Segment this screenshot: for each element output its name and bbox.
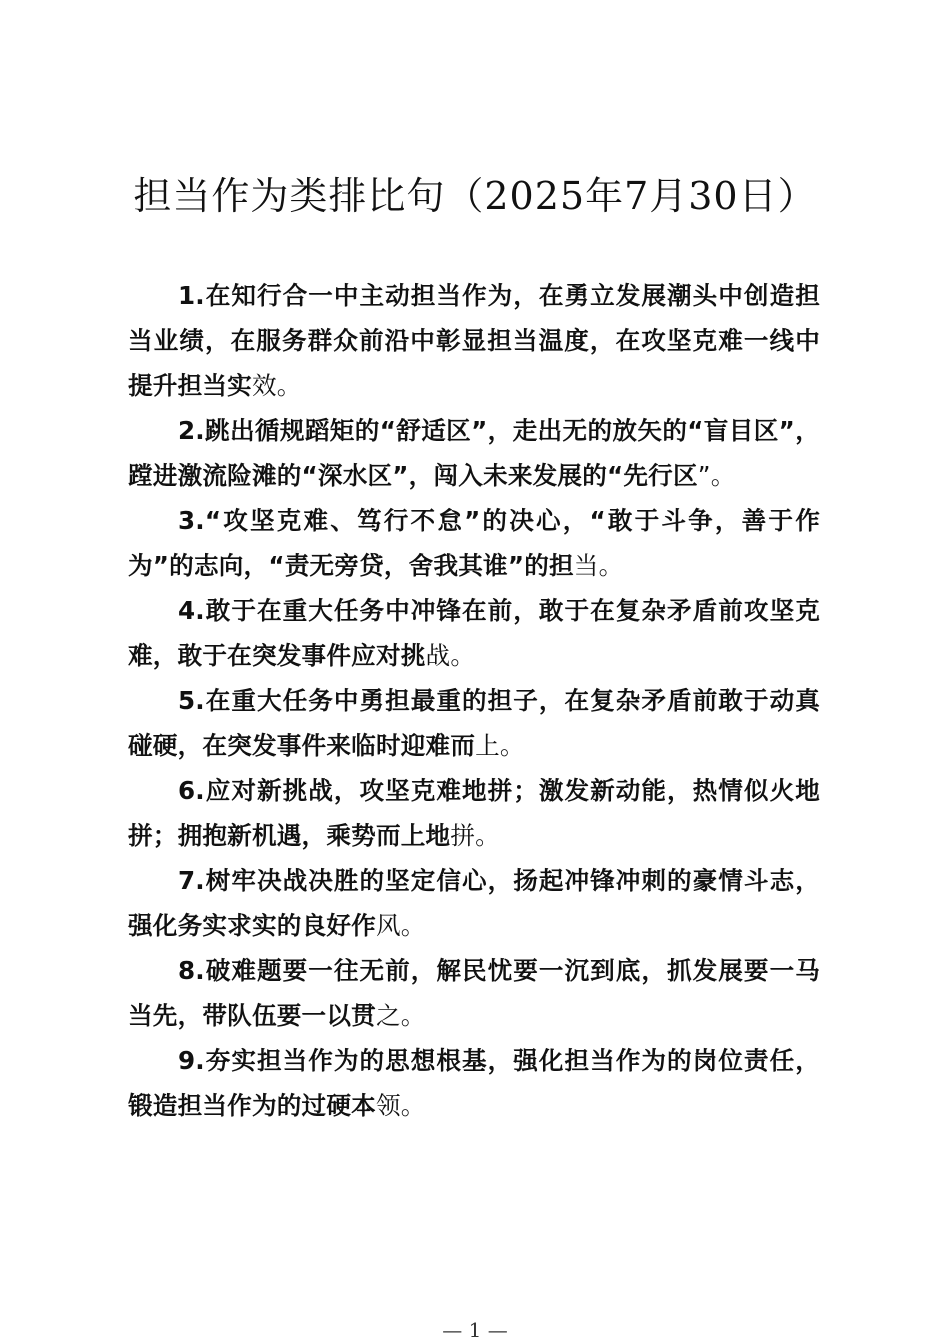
item-text: 敢于在重大任务中冲锋在前，敢于在复杂矛盾前攻坚克难，敢于在突发事件应对挑	[128, 596, 820, 670]
item-text-end: 领。	[375, 1091, 426, 1120]
page-number: — 1 —	[442, 1318, 508, 1342]
document-title: 担当作为类排比句（2025年7月30日）	[133, 174, 817, 218]
item-number: 3.	[178, 506, 205, 535]
item-number: 9.	[178, 1046, 205, 1075]
item-number: 7.	[178, 866, 205, 895]
list-item	[128, 768, 820, 858]
item-text-end: ”。	[697, 461, 736, 490]
list-item	[128, 273, 820, 408]
item-text-end: 上。	[475, 731, 525, 760]
list-item	[128, 678, 820, 768]
item-text: 夯实担当作为的思想根基，强化担当作为的岗位责任，锻造担当作为的过硬本	[128, 1046, 820, 1120]
item-number: 5.	[178, 686, 205, 715]
item-number: 6.	[178, 776, 205, 805]
item-number: 8.	[178, 956, 205, 985]
item-text: 在知行合一中主动担当作为，在勇立发展潮头中创造担当业绩，在服务群众前沿中彰显担当温度，在攻坚克难一线中提升担当实	[128, 281, 820, 400]
item-text-end: 风。	[375, 911, 426, 940]
item-number: 1.	[178, 281, 205, 310]
item-text: 跳出循规蹈矩的“舒适区”，走出无的放矢的“盲目区”，蹚进激流险滩的“深水区”，闯入未来发展的“先行区	[128, 416, 820, 490]
list-item	[128, 408, 820, 498]
item-text-end: 战。	[425, 641, 476, 670]
item-text-end: 之。	[375, 1001, 426, 1030]
item-number: 4.	[178, 596, 205, 625]
list-item	[128, 948, 820, 1038]
item-text-end: 拼。	[450, 821, 500, 850]
item-text: 在重大任务中勇担最重的担子，在复杂矛盾前敢于动真碰硬，在突发事件来临时迎难而	[128, 686, 820, 760]
list-item	[128, 858, 820, 948]
item-text: 破难题要一往无前，解民忧要一沉到底，抓发展要一马当先，带队伍要一以贯	[128, 956, 820, 1030]
list-item	[128, 498, 820, 588]
item-text: 树牢决战决胜的坚定信心，扬起冲锋冲刺的豪情斗志，强化务实求实的良好作	[128, 866, 820, 940]
item-number: 2.	[178, 416, 205, 445]
item-text-end: 效。	[251, 371, 302, 400]
item-text-end: 当。	[573, 551, 624, 580]
item-text: 应对新挑战，攻坚克难地拼；激发新动能，热情似火地拼；拥抱新机遇，乘势而上地	[128, 776, 820, 850]
document-body	[128, 273, 820, 1128]
list-item	[128, 588, 820, 678]
list-item	[128, 1038, 820, 1128]
item-text: “攻坚克难、笃行不怠”的决心，“敢于斗争，善于作为”的志向，“责无旁贷，舍我其谁”的担	[128, 506, 820, 580]
